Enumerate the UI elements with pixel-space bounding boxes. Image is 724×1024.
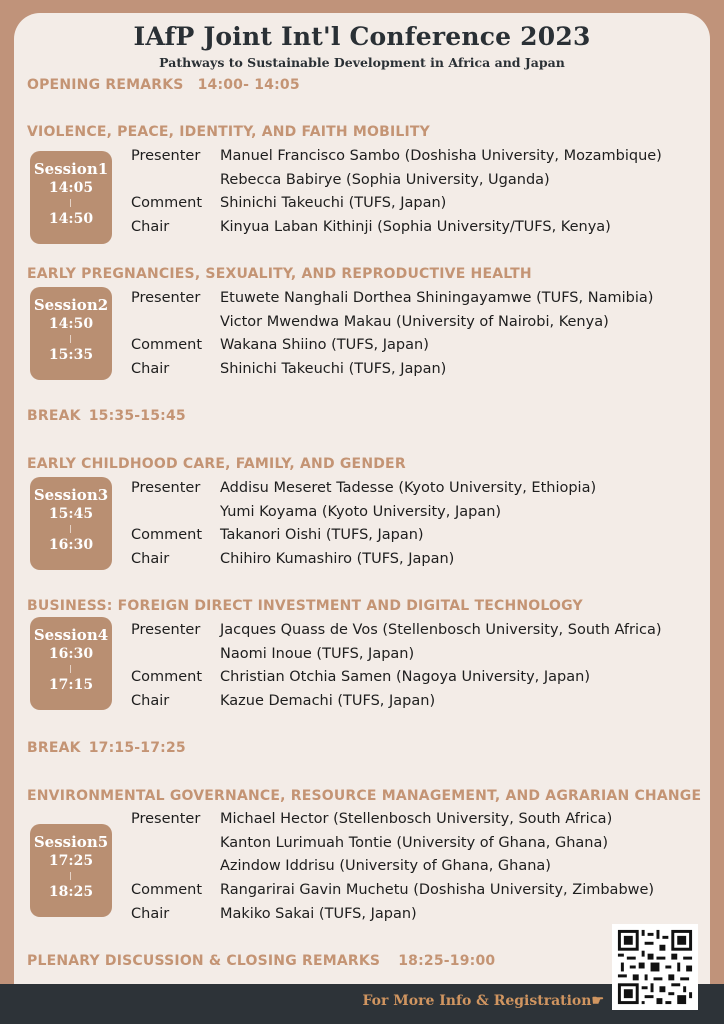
role-label: Comment [131, 195, 203, 211]
break-label: BREAK [27, 740, 81, 756]
session-start: 17:25 [48, 853, 94, 869]
session5-badge [30, 824, 112, 917]
participant: Michael Hector (Stellenbosch University, South Africa) [220, 811, 613, 827]
session4-heading: BUSINESS: FOREIGN DIRECT INVESTMENT AND DIGITAL TECHNOLOGY [27, 598, 583, 614]
time-divider [70, 872, 71, 880]
participant: Naomi Inoue (TUFS, Japan) [220, 646, 415, 662]
time-divider [70, 335, 71, 343]
session1-heading: VIOLENCE, PEACE, IDENTITY, AND FAITH MOBILITY [27, 124, 431, 140]
participant: Chihiro Kumashiro (TUFS, Japan) [220, 551, 455, 567]
session3-badge [30, 477, 112, 570]
closing-label: PLENARY DISCUSSION & CLOSING REMARKS [27, 953, 381, 969]
participant: Makiko Sakai (TUFS, Japan) [220, 906, 417, 922]
session-end: 17:15 [48, 677, 94, 693]
role-label: Comment [131, 337, 203, 353]
qr-code-icon [612, 924, 698, 1010]
opening-remarks [27, 77, 300, 93]
session-end: 15:35 [48, 347, 94, 363]
opening-time: 14:00- 14:05 [197, 77, 300, 93]
participant: Shinichi Takeuchi (TUFS, Japan) [220, 195, 447, 211]
participant: Rebecca Babirye (Sophia University, Uganda) [220, 172, 550, 188]
participant: Wakana Shiino (TUFS, Japan) [220, 337, 429, 353]
opening-label: OPENING REMARKS [27, 77, 184, 93]
session-name: Session1 [33, 160, 109, 178]
participant: Manuel Francisco Sambo (Doshisha University, Mozambique) [220, 148, 662, 164]
role-label: Presenter [131, 811, 201, 827]
time-divider [70, 665, 71, 673]
session-end: 16:30 [48, 537, 94, 553]
participant: Kinyua Laban Kithinji (Sophia University/TUFS, Kenya) [220, 219, 611, 235]
break-time: 15:35-15:45 [88, 408, 186, 424]
role-label: Presenter [131, 290, 201, 306]
role-label: Chair [131, 551, 170, 567]
session1-badge [30, 151, 112, 244]
session-name: Session3 [33, 486, 109, 504]
role-label: Chair [131, 361, 170, 377]
role-label: Presenter [131, 480, 201, 496]
role-label: Chair [131, 219, 170, 235]
session-end: 18:25 [48, 884, 94, 900]
participant: Kanton Lurimuah Tontie (University of Ghana, Ghana) [220, 835, 609, 851]
participant: Victor Mwendwa Makau (University of Nairobi, Kenya) [220, 314, 609, 330]
registration-link[interactable]: For More Info & Registration☛ [362, 993, 604, 1009]
session2-heading: EARLY PREGNANCIES, SEXUALITY, AND REPRODUCTIVE HEALTH [27, 266, 532, 282]
page-title: IAfP Joint Int'l Conference 2023 [133, 22, 591, 51]
closing-remarks [27, 953, 495, 969]
session-start: 16:30 [48, 646, 94, 662]
participant: Christian Otchia Samen (Nagoya University, Japan) [220, 669, 590, 685]
session-name: Session2 [33, 296, 109, 314]
role-label: Chair [131, 906, 170, 922]
participant: Shinichi Takeuchi (TUFS, Japan) [220, 361, 447, 377]
page-subtitle: Pathways to Sustainable Development in Africa and Japan [159, 55, 565, 70]
session2-badge [30, 287, 112, 380]
participant: Yumi Koyama (Kyoto University, Japan) [220, 504, 502, 520]
session-start: 14:05 [48, 180, 94, 196]
session-start: 15:45 [48, 506, 94, 522]
participant: Rangarirai Gavin Muchetu (Doshisha University, Zimbabwe) [220, 882, 655, 898]
time-divider [70, 199, 71, 207]
role-label: Comment [131, 669, 203, 685]
session3-heading: EARLY CHILDHOOD CARE, FAMILY, AND GENDER [27, 456, 406, 472]
participant: Takanori Oishi (TUFS, Japan) [220, 527, 424, 543]
role-label: Presenter [131, 622, 201, 638]
session-end: 14:50 [48, 211, 94, 227]
participant: Azindow Iddrisu (University of Ghana, Ghana) [220, 858, 551, 874]
session-start: 14:50 [48, 316, 94, 332]
session5-heading: ENVIRONMENTAL GOVERNANCE, RESOURCE MANAGEMENT, AND AGRARIAN CHANGE [27, 788, 702, 804]
role-label: Chair [131, 693, 170, 709]
break-2 [27, 740, 186, 756]
break-1 [27, 408, 186, 424]
participant: Kazue Demachi (TUFS, Japan) [220, 693, 436, 709]
session-name: Session5 [33, 833, 109, 851]
session4-badge [30, 617, 112, 710]
participant: Jacques Quass de Vos (Stellenbosch University, South Africa) [220, 622, 662, 638]
closing-time: 18:25-19:00 [398, 953, 496, 969]
qr-code[interactable] [612, 924, 698, 1010]
participant: Addisu Meseret Tadesse (Kyoto University, Ethiopia) [220, 480, 597, 496]
role-label: Comment [131, 882, 203, 898]
role-label: Presenter [131, 148, 201, 164]
time-divider [70, 525, 71, 533]
break-label: BREAK [27, 408, 81, 424]
participant: Etuwete Nanghali Dorthea Shiningayamwe (TUFS, Namibia) [220, 290, 654, 306]
session-name: Session4 [33, 626, 109, 644]
break-time: 17:15-17:25 [88, 740, 186, 756]
role-label: Comment [131, 527, 203, 543]
